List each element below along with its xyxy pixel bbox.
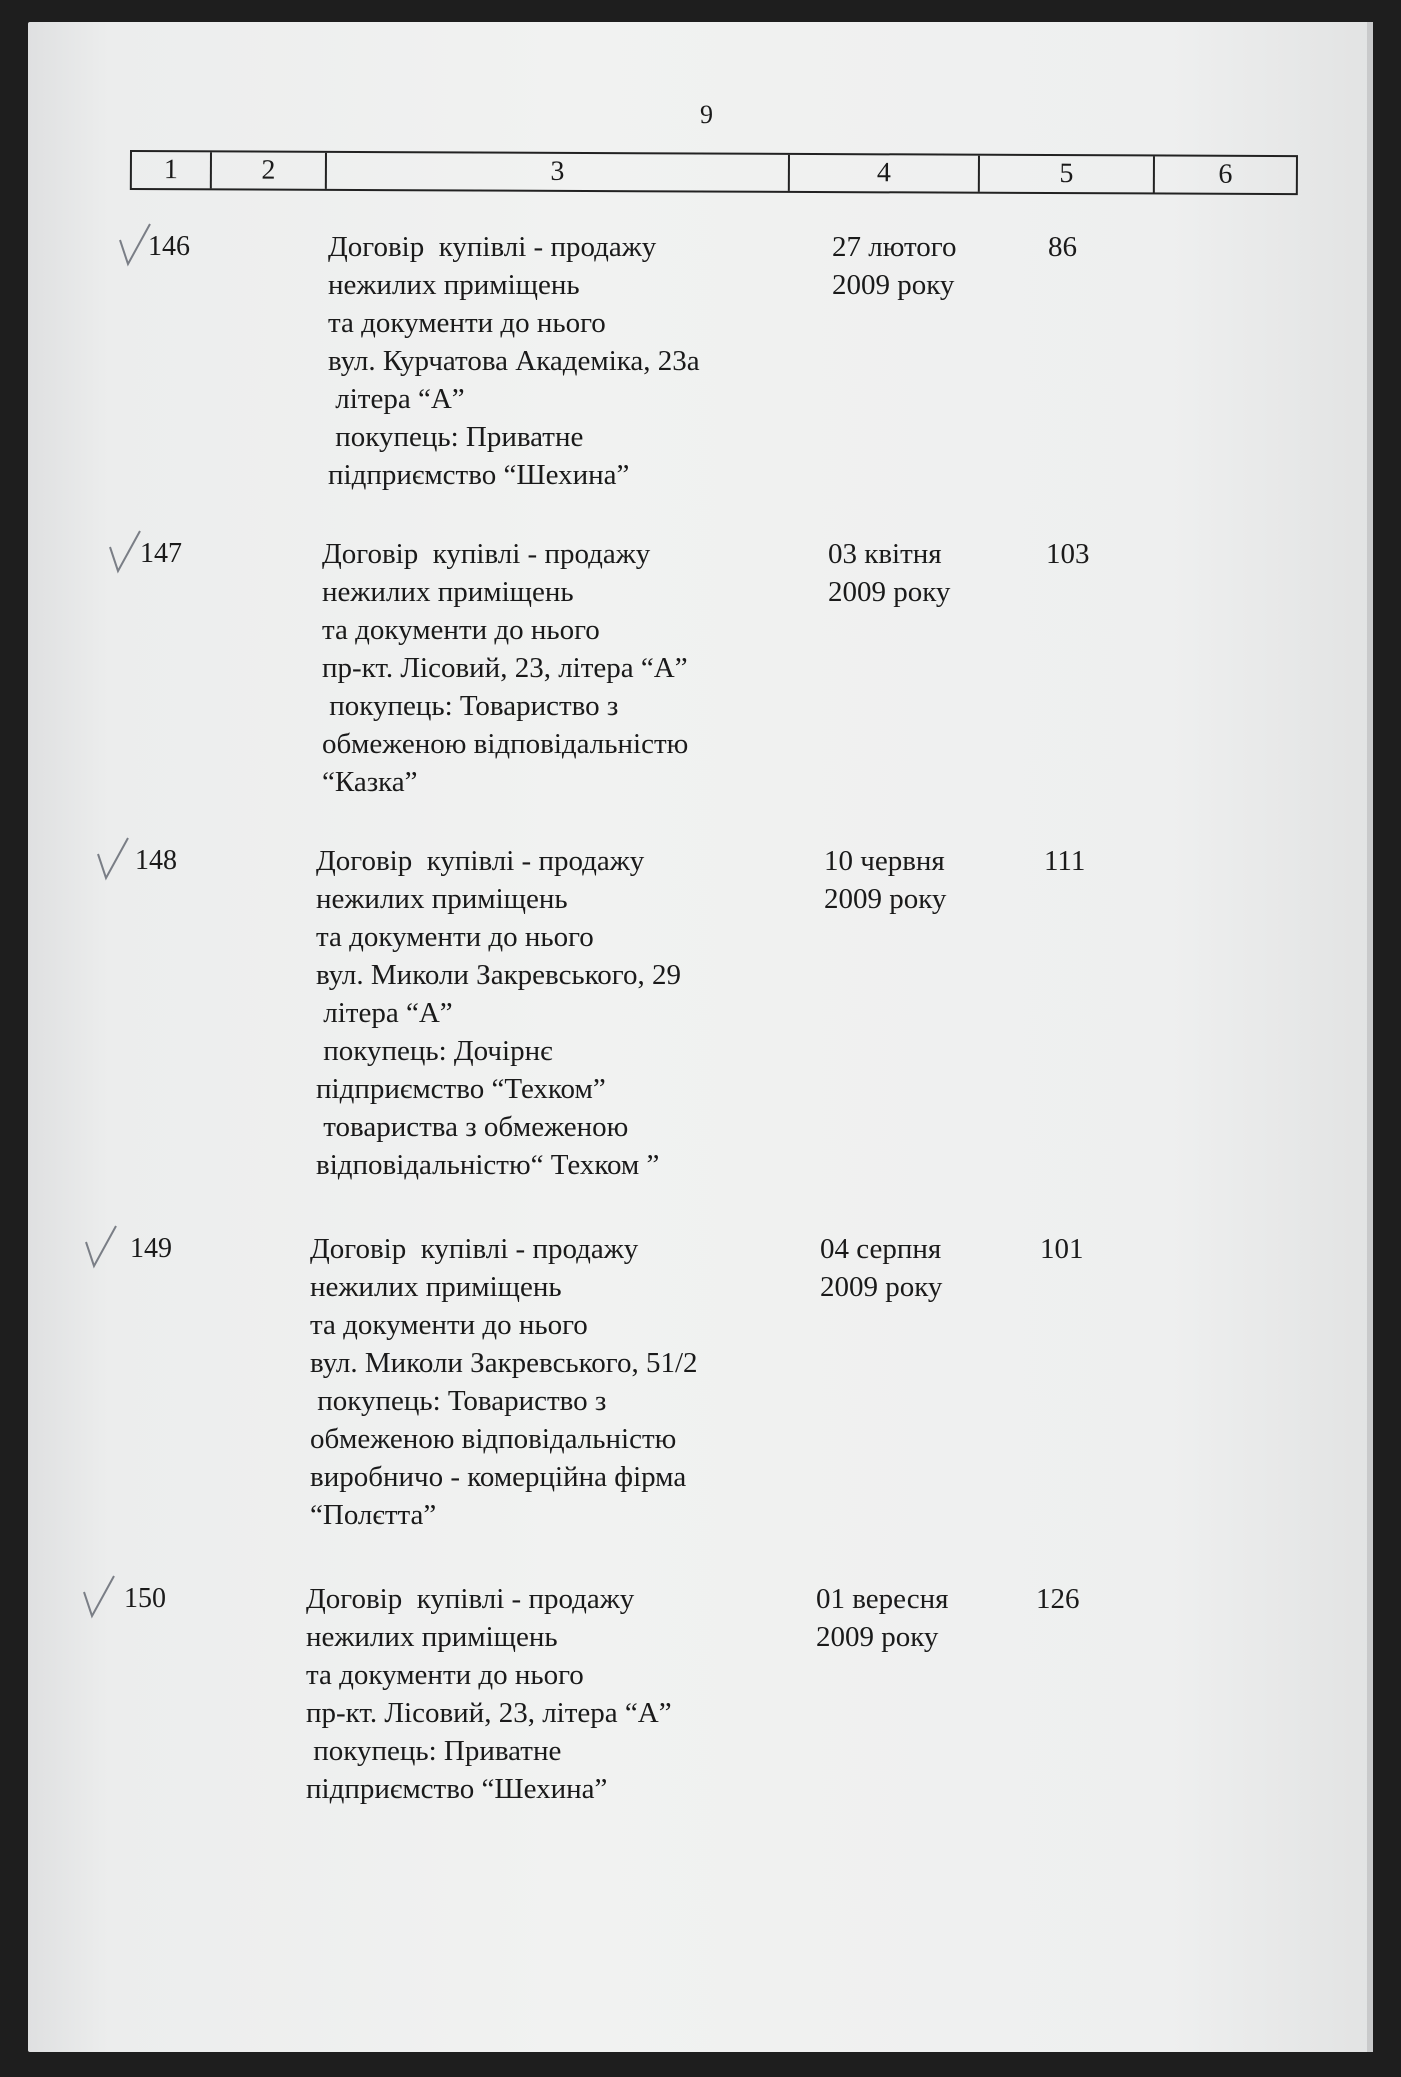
description-line: Договір купівлі - продажу [316,845,645,877]
column-header-table [130,150,1298,195]
description-line: та документи до нього [310,1309,588,1341]
entry-number: 149 [130,1233,172,1264]
description-line: та документи до нього [316,921,594,953]
description-line: підприємство “Техком” [316,1073,606,1105]
checkmark-icon [96,836,130,882]
description-line: Договір купівлі - продажу [322,538,651,570]
entry-date [820,1230,942,1306]
description-line: нежилих приміщень [322,576,574,608]
description-line: покупець: Приватне [306,1735,562,1767]
column-header-4: 4 [790,155,980,192]
entry-date [816,1580,948,1656]
description-line: пр-кт. Лісовий, 23, літера “А” [306,1697,672,1729]
page-edge [1367,22,1373,2052]
checkmark-icon [84,1224,118,1270]
description-line: “Казка” [322,766,418,798]
description-line: нежилих приміщень [316,883,568,915]
description-line: товариства з обмеженою [316,1111,629,1143]
description-line: підприємство “Шехина” [306,1773,608,1805]
entry-description [322,535,792,801]
description-line: пр-кт. Лісовий, 23, літера “А” [322,652,688,684]
date-line: 27 лютого [832,231,957,263]
description-line: підприємство “Шехина” [328,459,630,491]
column-header-6: 6 [1218,158,1233,190]
entry-number: 150 [124,1583,166,1614]
description-line: літера “А” [328,383,465,415]
entry-date [824,842,946,918]
description-line: Договір купівлі - продажу [306,1583,635,1615]
description-line: відповідальністю“ Техком ” [316,1149,660,1181]
entry-page-count: 111 [1044,845,1086,877]
entry-date [832,228,956,304]
description-line: обмеженою відповідальністю [322,728,689,760]
description-line: вул. Миколи Закревського, 29 [316,959,681,991]
entry-page-count: 103 [1046,538,1090,570]
column-header-2: 2 [212,152,327,189]
entry-description [306,1580,776,1808]
entry-page-count: 101 [1040,1233,1084,1265]
entry-number: 148 [135,845,177,876]
date-line: 2009 року [824,883,947,915]
entry-description [310,1230,780,1534]
entry-number: 146 [148,231,190,262]
column-header-1: 1 [132,152,212,188]
description-line: та документи до нього [322,614,600,646]
description-line: покупець: Дочірнє [316,1035,553,1067]
description-line: “Полєтта” [310,1499,437,1531]
entry-description [316,842,786,1184]
checkmark-icon [82,1574,116,1620]
entry-page-count: 86 [1048,231,1077,263]
description-line: та документи до нього [328,307,606,339]
date-line: 10 червня [824,845,945,877]
checkmark-icon [118,222,152,268]
description-line: Договір купівлі - продажу [310,1233,639,1265]
description-line: нежилих приміщень [310,1271,562,1303]
description-line: нежилих приміщень [328,269,580,301]
description-line: покупець: Товариство з [310,1385,607,1417]
date-line: 2009 року [816,1621,939,1653]
description-line: нежилих приміщень [306,1621,558,1653]
checkmark-icon [108,529,142,575]
description-line: та документи до нього [306,1659,584,1691]
column-header-5: 5 [980,156,1155,193]
date-line: 2009 року [832,269,955,301]
description-line: Договір купівлі - продажу [328,231,657,263]
description-line: обмеженою відповідальністю [310,1423,677,1455]
page-number: 9 [700,100,713,129]
entry-number: 147 [140,538,182,569]
entry-description [328,228,798,494]
description-line: вул. Миколи Закревського, 51/2 [310,1347,698,1379]
date-line: 03 квітня [828,538,942,570]
description-line: покупець: Приватне [328,421,584,453]
date-line: 01 вересня [816,1583,949,1615]
description-line: виробничо - комерційна фірма [310,1461,687,1493]
description-line: покупець: Товариство з [322,690,619,722]
date-line: 2009 року [828,576,951,608]
description-line: літера “А” [316,997,453,1029]
description-line: вул. Курчатова Академіка, 23а [328,345,700,377]
column-header-3: 3 [327,153,790,191]
date-line: 04 серпня [820,1233,942,1265]
entry-page-count: 126 [1036,1583,1080,1615]
date-line: 2009 року [820,1271,943,1303]
entry-date [828,535,950,611]
